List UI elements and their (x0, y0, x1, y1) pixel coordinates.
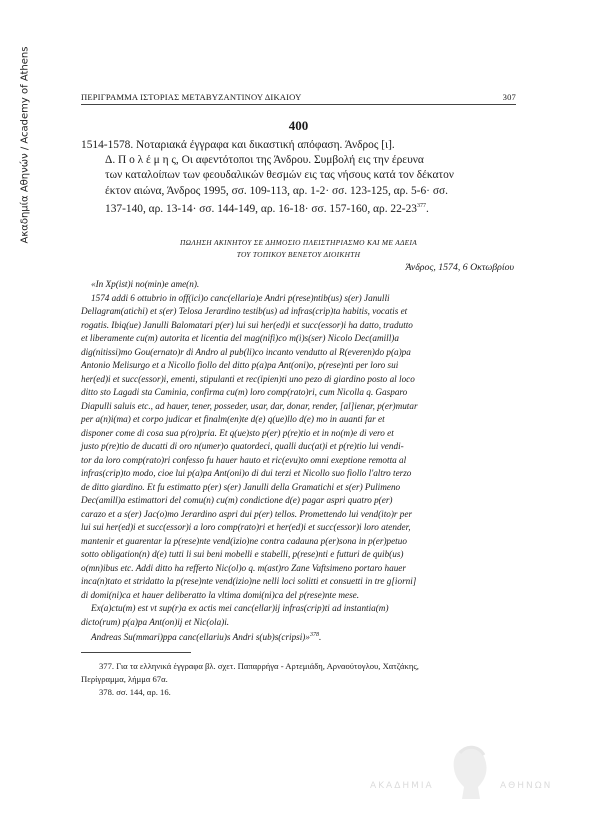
body-line: Dellagram(atichi) et s(er) Telosa Jerardino testib(us) ad infras(crip)ta habitis, vocatis et (81, 306, 408, 316)
entry-line: των καταλοίπων των φεουδαλικών θεσμών εις τας νήσους κατά τον δέκατον (105, 169, 454, 182)
watermark-text-left: ΑΚΑΔΗΜΙΑ (370, 781, 434, 791)
body-line: Ex(a)ctu(m) est vt sup(r)a ex actis mei canc(ellar)ij infras(crip)ti ad instantia(m) (91, 603, 389, 613)
place-date: Άνδρος, 1574, 6 Οκτωβρίου (405, 262, 514, 273)
body-line: Andreas Su(mmari)ppa canc(ellariu)s Andri s(ub)s(cripsi)»$^{378}$. (91, 632, 322, 643)
body-line: per a(n)i(ma) et corpo judicar et finalm(en)te d(e) q(ue)llo d(e) mo in auanti far et (81, 414, 385, 424)
body-line: her(ed)i et succ(essor)i, ementi, stipulanti et rec(ipien)ti uno pezo di giardino posto al loco (81, 373, 415, 384)
body-line: o(mn)ibus etc. Addi ditto ha refferto Nic(ol)o q. m(ast)ro Zane Vaftsimeno portaro hauer (81, 562, 406, 573)
footnote-ref: 377 (416, 202, 426, 209)
academy-watermark (370, 743, 570, 813)
entry-line: έκτον αιώνα, Άνδρος 1995, σσ. 109-113, αρ. 1-2· σσ. 123-125, αρ. 5-6· σσ. (105, 184, 448, 197)
sidebar-text: Ακαδημία Αθηνών / Academy of Athens (19, 46, 31, 244)
body-line: inca(n)tato et stridatto la p(rese)nte vend(izio)ne nelli loci solitti et consuetti in tre g[iorni] (81, 576, 417, 586)
body-line: et liberamente cu(m) autorita et licentia del mag(nifi)co m(i)s(ser) Nicolo Dec(amill)a (81, 333, 399, 343)
document-body (81, 278, 517, 645)
body-line: dig(nitissi)mo Gou(ernato)r di Andro al pub(li)co incanto vendutto al R(everen)do p(a)pa (81, 346, 411, 357)
footnote-rule (81, 652, 191, 653)
body-line: rogatis. Ibiq(ue) Janulli Balomatari p(er) lui sui her(ed)i et succ(essor)i ha datto, tradutto (81, 319, 413, 330)
entry-header (81, 138, 516, 217)
body-line: de ditto giardino. Et fu estimatto p(er) s(er) Janulli della Gramatichi et s(er) Pulimeno (81, 481, 401, 492)
body-line: ditto sto Lagadi sta Caminia, confirma cu(m) loro comp(rato)ri, cum Nicolla q. Gasparo (81, 387, 408, 397)
body-line: justo p(re)tio de ducatti di oro n(umer)o quatordeci, qualli duc(at)i et p(re)tio lui vendi- (81, 441, 404, 451)
body-line: infras(crip)to modo, cioe lui p(a)pa Ant(oni)o di dui terzi et Nicollo suo fiollo l'altro terzo (81, 468, 412, 478)
document-caption-line: ΠΩΛΗΣΗ ΑΚΙΝΗΤΟΥ ΣΕ ΔΗΜΟΣΙΟ ΠΛΕΙΣΤΗΡΙΑΣΜΟ ΚΑΙ ΜΕ ΑΔΕΙΑ (179, 238, 418, 247)
body-line: Diapulli saluis etc., ad hauer, tener, posseder, usar, dar, donar, render, [al]ienar, p(er)mutar (81, 400, 418, 411)
page-number: 307 (502, 92, 516, 102)
entry-number: 400 (288, 118, 309, 133)
entry-line: Δ. Π ο λ έ μ η ς, Οι αφεντότοποι της Άνδρου. Συμβολή εις την έρευνα (105, 154, 424, 167)
body-line: 1574 addi 6 ottubrio in off(ici)o canc(ellaria)e Andri p(rese)ntib(us) s(er) Janulli (91, 292, 390, 303)
body-line: carazo et a s(er) Jac(o)mo Jerardino aspri dui p(er) tellos. Promettendo lui vend(ito)r per (81, 508, 413, 519)
body-line: mantenir et guarentar la p(rese)nte vend(izio)ne contra cadauna p(er)sona in p(er)petuo (81, 535, 407, 546)
running-head (81, 92, 516, 105)
footnote-line: Περίγραμμα, λήμμα 67α. (81, 674, 168, 684)
body-line: dicto(rum) p(a)pa Ant(on)ij et Nic(ola)i. (81, 616, 230, 627)
archive-sidebar-label (14, 30, 36, 260)
footnote-line: 378. σσ. 144, αρ. 16. (99, 687, 171, 697)
running-head-title: ΠΕΡΙΓΡΑΜΜΑ ΙΣΤΟΡΙΑΣ ΜΕΤΑΒΥΖΑΝΤΙΝΟΥ ΔΙΚΑΙΟΥ (81, 92, 302, 102)
body-line: lui sui her(ed)i et succ(essor)i a loro comp(rato)ri et her(ed)i et succ(essor)i loro atender, (81, 522, 411, 532)
entry-line: 137-140, αρ. 13-14· σσ. 144-149, αρ. 16-18· σσ. 157-160, αρ. $22-23^{377}$. (105, 202, 429, 215)
watermark-text-right: ΑΘΗΝΩΝ (500, 781, 553, 791)
body-line: tor da loro comp(rato)ri confesso fu hauer hauto et ric(evu)to omni exeptione remotta al (81, 454, 407, 465)
entry-line-text: 137-140, αρ. 13-14· σσ. 144-149, αρ. 16-18· σσ. 157-160, αρ. 22-23 (105, 202, 417, 215)
body-line: Dec(amill)a estimattori del comu(n) cu(m) condictione d(e) pagar aspri quatro p(er) (81, 495, 393, 505)
footnote-ref: 378 (309, 632, 319, 638)
athena-seal-icon (446, 743, 494, 803)
document-caption-line: ΤΟΥ ΤΟΠΙΚΟΥ ΒΕΝΕΤΟΥ ΔΙΟΙΚΗΤΗ (236, 250, 361, 259)
body-line: disponer come di cosa sua p(ro)pria. Et q(ue)sto p(er) p(re)tio et in no(m)e di vero et (81, 427, 394, 438)
body-line: «In Xp(ist)i no(min)e ame(n). (91, 279, 200, 289)
entry-line: 1514-1578. Νοταριακά έγγραφα και δικαστική απόφαση. Άνδρος [ι]. (81, 139, 395, 151)
footnotes (81, 660, 517, 699)
body-line: Antonio Melisurgo et a Nicollo fiollo del ditto p(a)pa Ant(oni)o, p(rese)nti per loro sui (81, 360, 399, 370)
footnote-line: 377. Για τα ελληνικά έγγραφα βλ. σχετ. Παπαρρήγα - Αρτεμιάδη, Αρναούτογλου, Χατζάκης, (99, 661, 419, 671)
body-line-text: Andreas Su(mmari)ppa canc(ellariu)s Andri s(ub)s(cripsi)» (91, 632, 310, 643)
body-line: di domi(ni)ca et hauer deliberatto la vltima domi(ni)ca del p(rese)nte mese. (81, 589, 360, 600)
body-line: sotto obligation(n) d(e) tutti li sui beni mobelli e stabelli, p(rese)nti e futturi de quib(us) (81, 549, 404, 559)
